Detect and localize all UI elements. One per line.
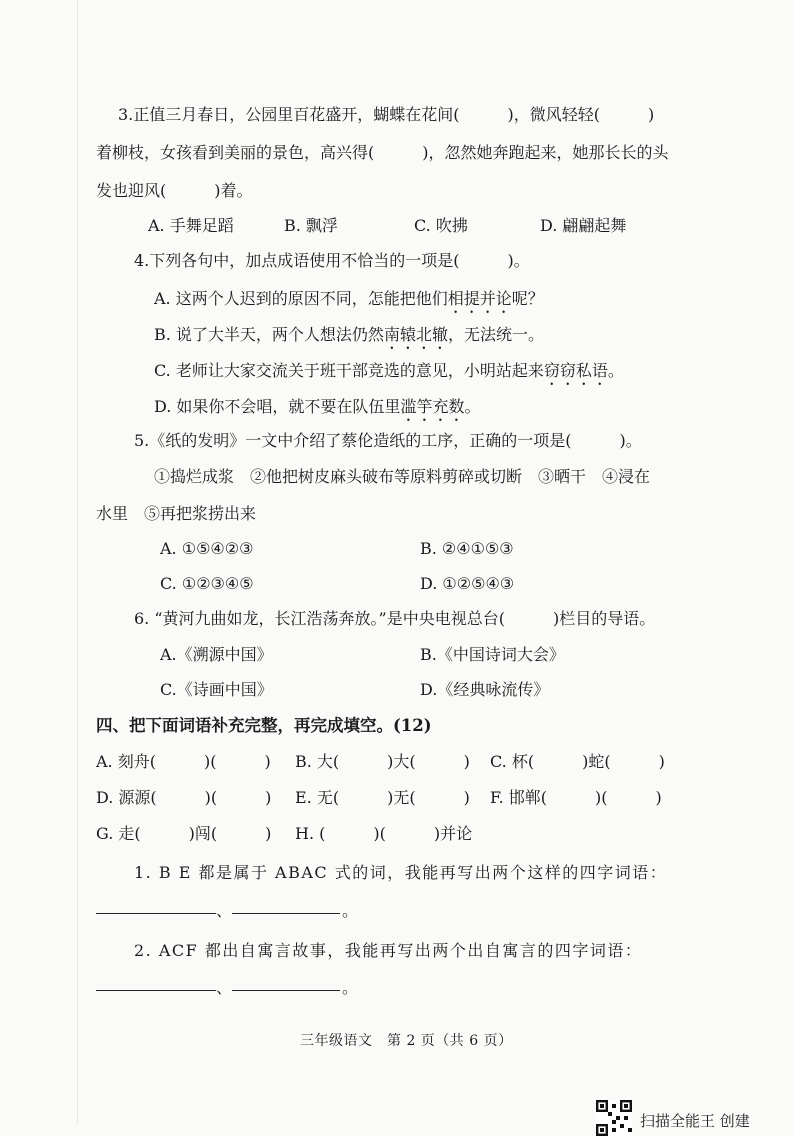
q4-d-post: 。: [464, 397, 481, 416]
q6-option-d: D.《经典咏流传》: [420, 680, 550, 699]
q6-option-b: B.《中国诗词大会》: [420, 645, 565, 664]
q3-option-c: C. 吹拂: [414, 216, 468, 235]
answer-end-2: 。: [342, 978, 359, 997]
q4-option-d: [154, 396, 480, 425]
q4-option-a: [154, 288, 544, 317]
section-4-title: 四、把下面词语补充完整，再完成填空。(12): [96, 716, 432, 735]
q6-option-a: A.《溯源中国》: [160, 645, 273, 664]
scanner-brand-watermark: 扫描全能王 创建: [640, 1112, 750, 1130]
page-footer: 三年级语文 第 2 页（共 6 页）: [300, 1033, 513, 1049]
word-item-h: H. ( )( )并论: [295, 824, 473, 843]
word-item-a: A. 刻舟( )( ): [96, 752, 271, 771]
q4-option-b: [154, 324, 544, 353]
word-item-e: E. 无( )无( ): [295, 788, 470, 807]
answer-blank-1a[interactable]: [96, 913, 216, 914]
q3-line-1: 3.正值三月春日，公园里百花盛开，蝴蝶在花间( )，微风轻轻( ): [118, 105, 655, 124]
q4-a-idiom: 相提并论: [447, 289, 512, 308]
q4-a-post: 呢？: [511, 289, 544, 308]
answer-separator-2: 、: [216, 978, 233, 997]
q4-d-idiom: 滥竽充数: [400, 397, 465, 416]
q4-b-pre: B. 说了大半天，两个人想法仍然: [154, 325, 384, 344]
q4-c-pre: C. 老师让大家交流关于班干部竞选的意见，小明站起来: [154, 361, 544, 380]
q4-d-pre: D. 如果你不会唱，就不要在队伍里: [154, 397, 401, 416]
q3-line-2: 着柳枝，女孩看到美丽的景色，高兴得( )，忽然她奔跑起来，她那长长的头: [96, 143, 669, 162]
word-item-g: G. 走( )闯( ): [96, 824, 272, 843]
q4-b-post: ，无法统一。: [447, 325, 544, 344]
q3-option-d: D. 翩翩起舞: [540, 216, 627, 235]
word-item-b: B. 大( )大( ): [295, 752, 470, 771]
fill-question-2: 2. ACF 都出自寓言故事，我能再写出两个出自寓言的四字词语：: [134, 941, 643, 960]
qr-code-icon: [596, 1100, 632, 1136]
fill-question-1: 1. B E 都是属于 ABAC 式的词，我能再写出两个这样的四字词语：: [134, 863, 668, 882]
q3-option-a: A. 手舞足蹈: [148, 216, 234, 235]
scan-artifact-line: [77, 0, 78, 1124]
q6-stem: 6. “黄河九曲如龙，长江浩荡奔放。”是中央电视总台( )栏目的导语。: [134, 609, 656, 628]
q4-option-c: [154, 360, 624, 389]
q5-steps-line-1: ①捣烂成浆 ②他把树皮麻头破布等原料剪碎或切断 ③晒干 ④浸在: [154, 467, 651, 486]
answer-blank-2a[interactable]: [96, 990, 216, 991]
q5-steps-line-2: 水里 ⑤再把浆捞出来: [96, 504, 257, 523]
q3-line-3: 发也迎风( )着。: [96, 181, 253, 200]
answer-blank-2b[interactable]: [232, 990, 340, 991]
q6-option-c: C.《诗画中国》: [160, 680, 273, 699]
word-item-f: F. 邯郸( )( ): [490, 788, 662, 807]
word-item-d: D. 源源( )( ): [96, 788, 272, 807]
q3-option-b: B. 飘浮: [284, 216, 338, 235]
q5-option-b: B. ②④①⑤③: [420, 539, 514, 558]
q5-option-c: C. ①②③④⑤: [160, 574, 254, 593]
q4-a-pre: A. 这两个人迟到的原因不同，怎能把他们: [154, 289, 448, 308]
word-item-c: C. 杯( )蛇( ): [490, 752, 665, 771]
q5-stem: 5.《纸的发明》一文中介绍了蔡伦造纸的工序，正确的一项是( )。: [134, 431, 642, 450]
q5-option-a: A. ①⑤④②③: [160, 539, 254, 558]
answer-separator-1: 、: [216, 901, 233, 920]
q5-option-d: D. ①②⑤④③: [420, 574, 515, 593]
q4-c-post: 。: [607, 361, 624, 380]
q4-stem: 4.下列各句中，加点成语使用不恰当的一项是( )。: [134, 251, 530, 270]
answer-blank-1b[interactable]: [232, 913, 340, 914]
answer-end-1: 。: [342, 901, 359, 920]
q4-c-idiom: 窃窃私语: [543, 361, 608, 380]
q4-b-idiom: 南辕北辙: [383, 325, 448, 344]
